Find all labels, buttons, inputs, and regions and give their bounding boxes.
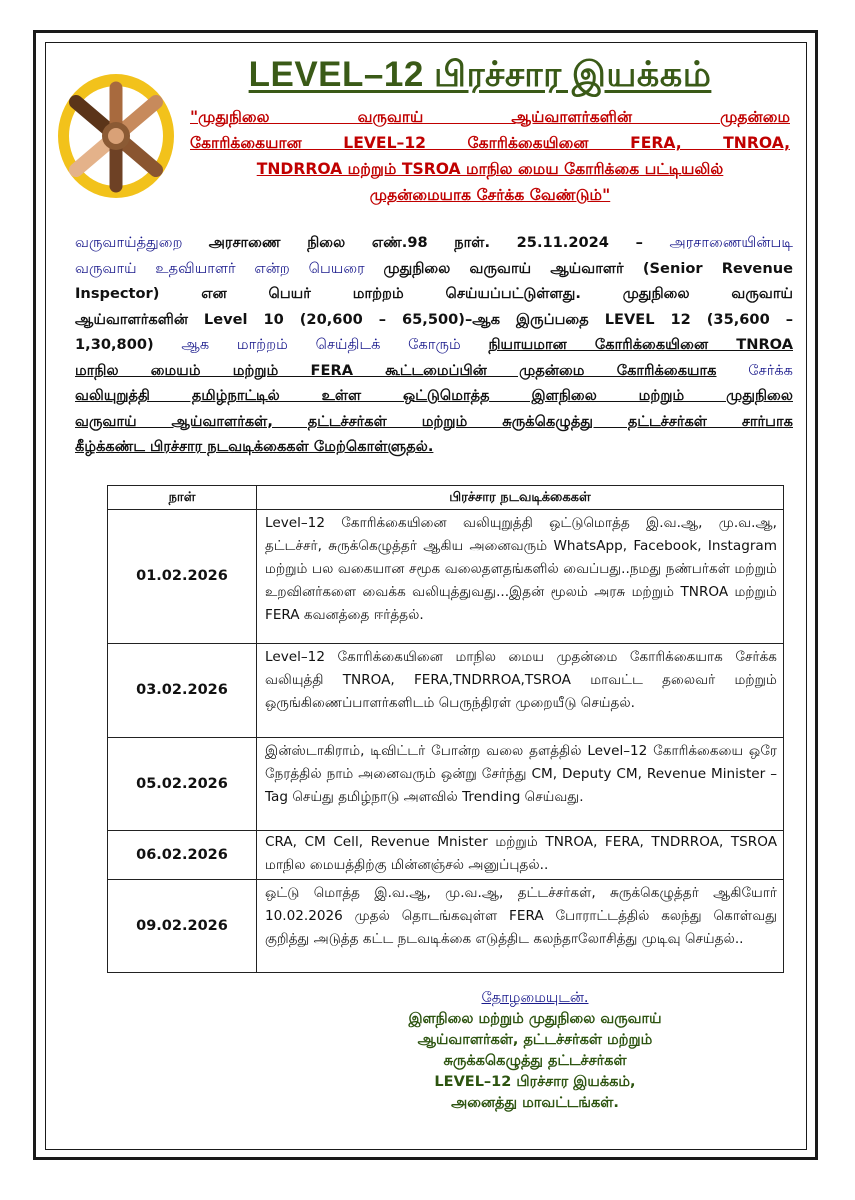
table-row (108, 738, 784, 831)
rename-text: என பெயர் மாற்றம் செய்யப்பட்டுள்ளது. முதுநிலை வருவாய் (159, 285, 793, 302)
fair-demand-text: நியாயமான கோரிக்கையினை TNROA (488, 336, 793, 353)
go-reference: அரசாணை நிலை எண்.98 நாள். 25.11.2024 – (208, 234, 670, 251)
header-date: நாள் (108, 486, 257, 510)
signoff-line: ஆய்வாளர்கள், தட்டச்சர்கள் மற்றும் (417, 1032, 653, 1048)
header-actions: பிரச்சார நடவடிக்கைகள் (257, 486, 784, 510)
row-action: Level–12 கோரிக்கையினை மாநில மைய முதன்மை கோரிக்கையாக சேர்க்க வலியுத்தி TNROA, FERA,TNDRROA,TSROA மாவட்ட தலைவர் மற்றும் ஒருங்கிணைப்பாளர்களிடம் பெருந்திரள் முறையீடு செய்தல். (257, 644, 784, 738)
signoff-line: LEVEL–12 பிரச்சார இயக்கம், (434, 1074, 636, 1090)
page-title: LEVEL–12 பிரச்சார இயக்கம் (248, 55, 712, 94)
demand-line: முதன்மையாக சேர்க்க வேண்டும்" (369, 186, 611, 204)
row-date: 01.02.2026 (108, 510, 257, 644)
row-date: 06.02.2026 (108, 831, 257, 880)
signoff-line: சுருக்ககெழுத்து தட்டச்சர்கள் (443, 1053, 627, 1069)
insist-text: கீழ்க்கண்ட பிரச்சார நடவடிக்கைகள் மேற்கொள்ளுதல். (75, 438, 434, 455)
level-text: ஆய்வாளர்களின் Level 10 (20,600 – 65,500)–ஆக இருப்பதை LEVEL 12 (35,600 – (75, 310, 793, 328)
demand-line: கோரிக்கையான LEVEL–12 கோரிக்கையினை FERA, TNROA, (190, 134, 790, 152)
demand-line: "முதுநிலை வருவாய் ஆய்வாளர்களின் முதன்மை (190, 108, 790, 126)
demand-line: TNDRROA மற்றும் TSROA மாநில மைய கோரிக்கை பட்டியலில் (256, 160, 724, 178)
table-row (108, 644, 784, 738)
unity-hands-logo-icon (56, 72, 176, 200)
row-date: 03.02.2026 (108, 644, 257, 738)
signoff-block (330, 988, 740, 1114)
table-row (108, 831, 784, 880)
signoff-line: இளநிலை மற்றும் முதுநிலை வருவாய் (408, 1011, 662, 1027)
table-row (108, 510, 784, 644)
campaign-schedule-table (107, 485, 784, 973)
fair-demand-text: மாநில மையம் மற்றும் FERA கூட்டமைப்பின் முதன்மை கோரிக்கையாக (75, 361, 717, 379)
insist-text: வருவாய் ஆய்வாளர்கள், தட்டச்சர்கள் மற்றும் சுருக்கெழுத்து தட்டச்சர்கள் சார்பாக (75, 412, 793, 430)
new-designation: முதுநிலை வருவாய் ஆய்வாளர் (Senior Revenue (383, 259, 793, 277)
demand-statement (190, 104, 790, 208)
row-date: 05.02.2026 (108, 738, 257, 831)
signoff-greeting: தோழமையுடன். (481, 990, 589, 1006)
row-action: Level–12 கோரிக்கையினை வலியுறுத்தி ஒட்டுமொத்த இ.வ.ஆ, மு.வ.ஆ, தட்டச்சர், சுருக்கெழுத்தர் ஆகிய அனைவரும் WhatsApp, Facebook, Instagram மற்றும் பல வகையான சமூக வலைதளதங்களில் வைப்பது..நமது நண்பர்கள் மற்றும் உறவினர்களை வைக்க வலியுத்துவது...இதன் மூலம் அரசு மற்றும் TNROA மற்றும் FERA கவனத்தை ஈர்த்தல். (257, 510, 784, 644)
row-date: 09.02.2026 (108, 880, 257, 973)
intro-text: வருவாய்த்துறை (75, 234, 209, 251)
table-row (108, 880, 784, 973)
intro-paragraph (75, 230, 793, 460)
row-action: ஒட்டு மொத்த இ.வ.ஆ, மு.வ.ஆ, தட்டச்சர்கள், சுருக்கெழுத்தர் ஆகியோர் 10.02.2026 முதல் தொடங்கவுள்ள FERA போராட்டத்தில் கலந்து கொள்வது குறித்து அடுத்த கட்ட நடவடிக்கை எடுத்திட கலந்தாலோசித்து முடிவு செய்தல்.. (257, 880, 784, 973)
intro-text: சேர்க்க (716, 361, 793, 379)
intro-text: ஆக மாற்றம் செய்திடக் கோரும் (153, 336, 489, 353)
signoff-line: அனைத்து மாவட்டங்கள். (451, 1095, 619, 1111)
level-amount: 1,30,800) (75, 336, 154, 353)
table-header-row (108, 486, 784, 510)
intro-text: வருவாய் உதவியாளர் என்ற பெயரை (75, 259, 384, 277)
insist-text: வலியுறுத்தி தமிழ்நாட்டில் உள்ள ஒட்டுமொத்த இளநிலை மற்றும் முதுநிலை (75, 387, 793, 404)
intro-text: அரசாணையின்படி (669, 234, 793, 251)
row-action: இன்ஸ்டாகிராம், டிவிட்டர் போன்ற வலை தளத்தில் Level–12 கோரிக்கையை ஒரே நேரத்தில் நாம் அனைவரும் ஒன்று சேர்ந்து CM, Deputy CM, Revenue Minister – Tag செய்து தமிழ்நாடு அளவில் Trending செய்வது. (257, 738, 784, 831)
row-action: CRA, CM Cell, Revenue Mnister மற்றும் TNROA, FERA, TNDRROA, TSROA மாநில மையத்திற்கு மின்னஞ்சல் அனுப்புதல்.. (257, 831, 784, 880)
new-designation-cont: Inspector) (75, 285, 160, 302)
